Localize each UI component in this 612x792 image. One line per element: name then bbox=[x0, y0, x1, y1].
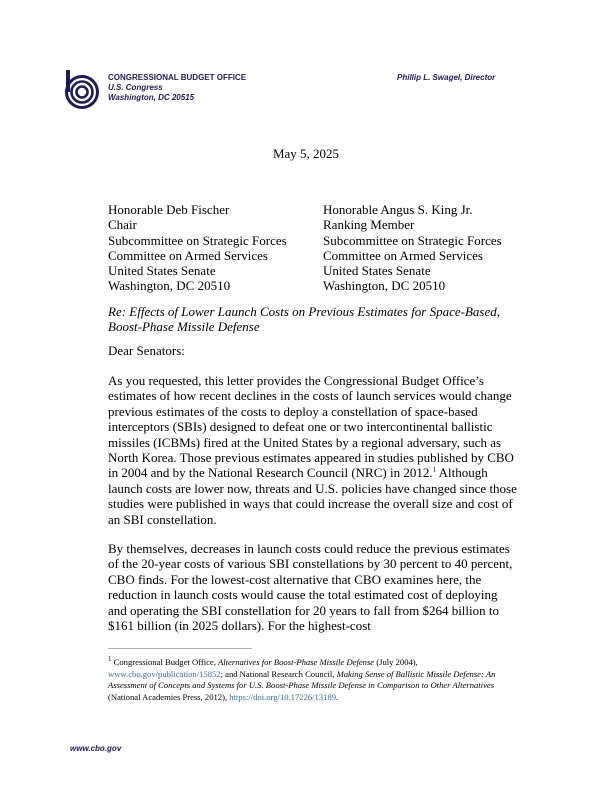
footer-url[interactable]: www.cbo.gov bbox=[70, 744, 122, 753]
addr-line: Subcommittee on Strategic Forces bbox=[323, 232, 502, 248]
fn-text: Congressional Budget Office, bbox=[111, 657, 219, 667]
director-name: Phillip L. Swagel, Director bbox=[397, 73, 496, 82]
addressee-left bbox=[108, 202, 287, 294]
letter-date: May 5, 2025 bbox=[272, 146, 340, 161]
addr-line: United States Senate bbox=[323, 263, 431, 279]
addr-line: Committee on Armed Services bbox=[108, 247, 268, 263]
subject-line: Re: Effects of Lower Launch Costs on Previous Estimates for Space-Based, Boost-Phase Missile Defense bbox=[108, 304, 500, 335]
fn-text: (National Academies Press, 2012), bbox=[108, 691, 230, 702]
footnote-ref[interactable]: 1 bbox=[432, 466, 437, 475]
addr-line: Subcommittee on Strategic Forces bbox=[108, 232, 287, 248]
salutation: Dear Senators: bbox=[108, 343, 185, 358]
addr-line: Ranking Member bbox=[323, 217, 415, 233]
org-name: CONGRESSIONAL BUDGET OFFICE bbox=[108, 73, 247, 82]
addr-line: Committee on Armed Services bbox=[323, 247, 483, 263]
p1-text-a: As you requested, this letter provides the Congressional Budget Office’s estimates of how recent declines in the costs of launch services would change previous estimates of the costs to deploy a constellation of space-based interceptors (SBIs) designed to defeat one or two intercontinental ballistic missiles (ICBMs) fired at the United States by a regional adversary, such as North Korea. Those previous estimates appeared in studies published by CBO in 2004 and by the National Research Council (NRC) in 2012. bbox=[108, 373, 514, 481]
body-paragraph-1 bbox=[108, 373, 518, 527]
org-sub1: U.S. Congress bbox=[108, 83, 163, 92]
fn-title-cbo: Alternatives for Boost-Phase Missile Defense bbox=[218, 657, 375, 667]
footnote-1 bbox=[108, 657, 508, 703]
fn-title-nrc: Making Sense of Ballistic Missile Defense: An Assessment of Concepts and Systems for U.S. Boost-Phase Missile Defense in Comparison to Other Alternatives bbox=[108, 668, 496, 690]
p1-text-b: Although launch costs are lower now, threats and U.S. policies have changed since those studies were published in ways that could increase the overall size and cost of an SBI constellation. bbox=[108, 465, 517, 527]
addr-line: Honorable Angus S. King Jr. bbox=[323, 202, 473, 217]
footnote-number: 1 bbox=[108, 655, 112, 664]
fn-text: ; and National Research Council, bbox=[220, 668, 337, 679]
addr-line: Washington, DC 20510 bbox=[323, 278, 446, 294]
addr-line: United States Senate bbox=[108, 263, 216, 279]
letterhead-org bbox=[108, 73, 246, 103]
footnote-divider bbox=[108, 648, 252, 649]
cbo-publication-link[interactable]: www.cbo.gov/publication/15852 bbox=[108, 668, 221, 679]
addr-line: Washington, DC 20510 bbox=[108, 278, 231, 294]
cbo-logo-icon bbox=[64, 70, 100, 110]
body-paragraph-2: By themselves, decreases in launch costs could reduce the previous estimates of the 20-year costs of various SBI constellations by 30 percent to 40 percent, CBO finds. For the lowest-cost alternative that CBO examines here, the reduction in launch costs would cause the total estimated cost of deploying and operating the SBI constellation for 20 years to fall from $264 billion to $161 billion (in 2025 dollars). For the highest-cost bbox=[108, 541, 513, 634]
fn-text: (July 2004), bbox=[374, 657, 418, 667]
addr-line: Honorable Deb Fischer bbox=[108, 202, 230, 217]
org-address: Washington, DC 20515 bbox=[108, 93, 195, 102]
fn-text: . bbox=[336, 691, 339, 702]
addr-line: Chair bbox=[108, 217, 137, 233]
doi-link[interactable]: https://doi.org/10.17226/13189 bbox=[229, 691, 337, 702]
addressee-right bbox=[323, 202, 502, 294]
